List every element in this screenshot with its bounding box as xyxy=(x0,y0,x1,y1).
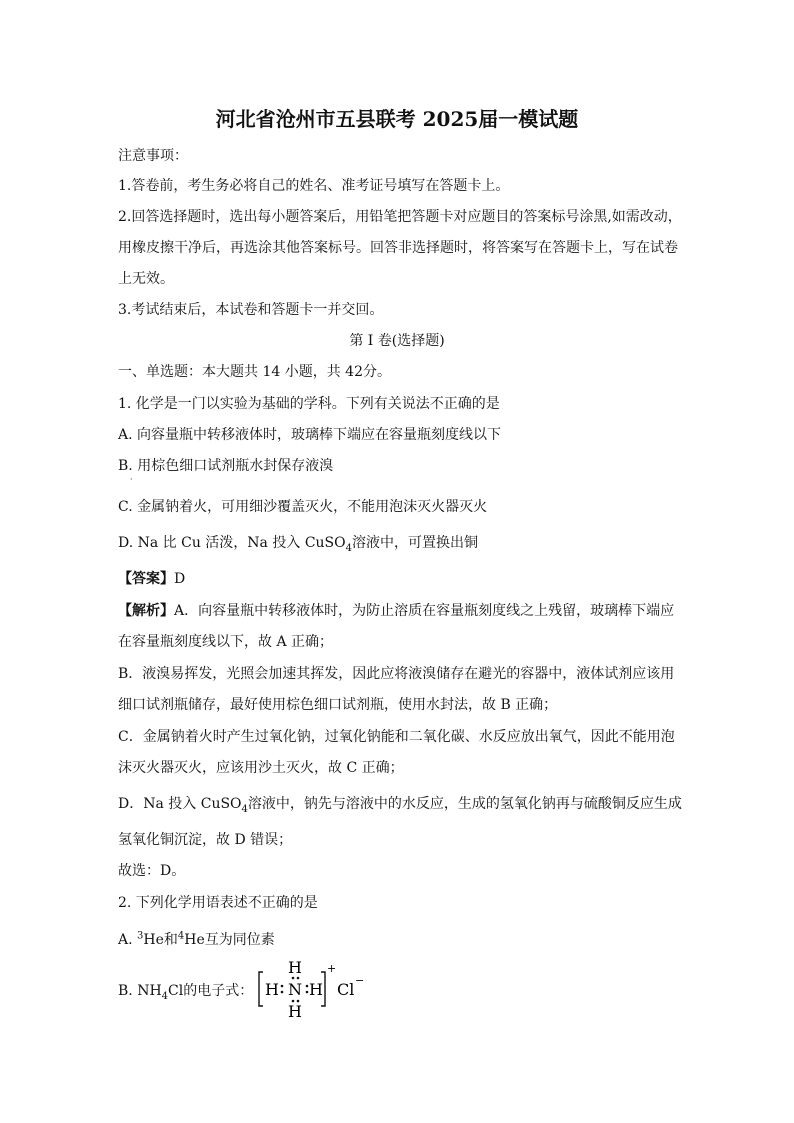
q1-option-b: B. 用棕色细口试剂瓶水封保存液溴 xyxy=(118,458,334,474)
q1-analysis-c-line-1: C．金属钠着火时产生过氧化钠，过氧化钠能和二氧化碳、水反应放出氧气，因此不能用泡 xyxy=(118,729,675,745)
chloride-ion: Cl xyxy=(337,980,355,999)
electron-dot xyxy=(292,1000,295,1003)
q1-option-a: A. 向容量瓶中转移液体时，玻璃棒下端应在容量瓶刻度线以下 xyxy=(118,427,502,443)
q1-option-d xyxy=(118,533,478,553)
nitrogen: N xyxy=(288,980,302,999)
electron-dot xyxy=(281,991,284,994)
conjunction: 和 xyxy=(163,932,178,948)
electron-dot xyxy=(306,991,309,994)
notice-heading: 注意事项： xyxy=(118,148,188,164)
charge-plus: + xyxy=(327,962,337,975)
q1-analysis-d-line-1 xyxy=(118,794,682,814)
answer-label: 【答案】 xyxy=(118,571,174,587)
electron-dot xyxy=(297,1000,300,1003)
analysis-label: 【解析】 xyxy=(118,603,174,619)
electron-dot xyxy=(297,977,300,980)
hydrogen-right: H xyxy=(309,980,323,999)
q1-option-d-suffix: 溶液中，可置换出铜 xyxy=(351,535,478,551)
exam-title: 河北省沧州市五县联考 2025届一模试题 xyxy=(215,107,579,131)
q1-option-b-mark: · xyxy=(130,475,133,484)
mass-number: 4 xyxy=(177,930,185,942)
q1-option-c: C. 金属钠着火，可用细沙覆盖灭火，不能用泡沫灭火器灭火 xyxy=(118,499,488,515)
formula-subscript: 4 xyxy=(161,990,169,1002)
q1-analysis-b-line-2: 细口试剂瓶储存，最好使用棕色细口试剂瓶，使用水封法，故 B 正确； xyxy=(118,697,558,713)
element-symbol: He xyxy=(184,932,205,948)
q1-analysis-a-line-1 xyxy=(118,601,674,621)
nh4cl-electron-dot-formula xyxy=(257,958,367,1020)
q1-answer xyxy=(118,569,185,589)
analysis-text: A．向容量瓶中转移液体时，为防止溶质在容量瓶刻度线之上残留，玻璃棒下端应 xyxy=(174,603,675,619)
notice-item-2-line-3: 上无效。 xyxy=(118,271,174,287)
electron-dot xyxy=(292,977,295,980)
q1-analysis-b-line-1: B．液溴易挥发，光照会加速其挥发，因此应将液溴储存在避光的容器中，液体试剂应该用 xyxy=(118,666,675,682)
analysis-d-suffix: 溶液中，钠先与溶液中的水反应，生成的氢氧化钠再与硫酸铜反应生成 xyxy=(247,796,682,812)
hydrogen-top: H xyxy=(288,958,302,977)
q1-analysis-c-line-2: 沫灭火器灭火，应该用沙土灭火，故 C 正确； xyxy=(118,760,404,776)
option-suffix: 互为同位素 xyxy=(204,932,275,948)
notice-item-3: 3.考试结束后，本试卷和答题卡一并交回。 xyxy=(118,302,384,318)
analysis-d-formula xyxy=(200,796,248,815)
electron-formula-label: 的电子式： xyxy=(183,983,254,999)
charge-minus: − xyxy=(355,974,365,987)
element-symbol: He xyxy=(143,932,164,948)
q2-stem: 2. 下列化学用语表述不正确的是 xyxy=(118,895,318,911)
nh4cl-formula xyxy=(137,983,184,1002)
formula-base: CuSO xyxy=(200,796,242,812)
q1-analysis-d-line-2: 氢氧化铜沉淀，故 D 错误； xyxy=(118,832,293,848)
option-prefix: B. xyxy=(118,983,138,999)
q2-option-a xyxy=(118,930,275,950)
notice-item-2-line-1: 2.回答选择题时，选出每小题答案后，用铅笔把答题卡对应题目的答案标号涂黑,如需改动， xyxy=(118,209,682,225)
notice-item-2-line-2: 用橡皮擦干净后，再选涂其他答案标号。回答非选择题时，将答案写在答题卡上，写在试卷 xyxy=(118,240,678,256)
formula-subscript: 4 xyxy=(345,542,352,554)
hydrogen-left: H xyxy=(265,980,279,999)
q1-option-d-prefix: D. Na 比 Cu 活泼，Na 投入 xyxy=(118,535,305,551)
formula-base: NH xyxy=(137,983,162,999)
q1-analysis-a-line-2: 在容量瓶刻度线以下，故 A 正确； xyxy=(118,634,334,650)
q2-option-b xyxy=(118,981,253,1001)
formula-chlorine: Cl xyxy=(168,983,184,999)
section-title: 第 I 卷(选择题) xyxy=(349,333,445,349)
notice-item-1: 1.答卷前，考生务必将自己的姓名、准考证号填写在答题卡上。 xyxy=(118,178,510,194)
formula-subscript: 4 xyxy=(241,803,248,815)
part-one-heading: 一、单选题：本大题共 14 小题，共 42分。 xyxy=(118,364,391,380)
mass-number: 3 xyxy=(137,930,144,942)
option-prefix: A. xyxy=(118,932,138,948)
electron-dot xyxy=(306,985,309,988)
bracket-left xyxy=(259,972,263,1006)
analysis-d-prefix: D．Na 投入 xyxy=(118,796,201,812)
electron-dot xyxy=(281,985,284,988)
hydrogen-bottom: H xyxy=(288,1002,302,1020)
answer-value: D xyxy=(174,571,186,587)
q1-stem: 1. 化学是一门以实验为基础的学科。下列有关说法不正确的是 xyxy=(118,396,500,412)
q1-conclusion: 故选：D。 xyxy=(118,863,186,879)
formula-base: CuSO xyxy=(304,535,346,551)
q1-option-d-formula xyxy=(304,535,352,554)
